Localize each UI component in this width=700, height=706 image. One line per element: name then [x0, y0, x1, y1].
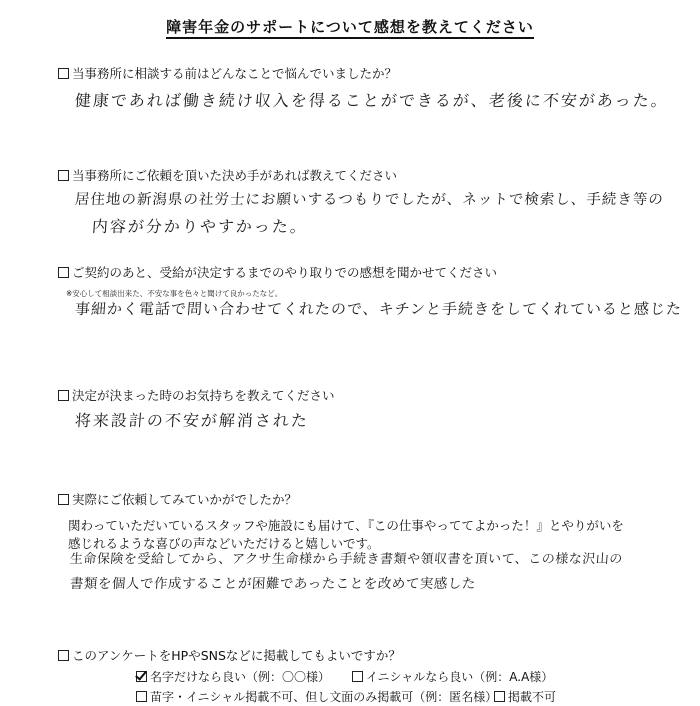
checkbox-icon[interactable] — [494, 691, 505, 702]
question-5-text: 実際にご依頼してみていかがでしたか？ — [72, 492, 298, 507]
checkbox-icon — [58, 267, 69, 278]
question-1-text: 当事務所に相談する前はどんなことで悩んでいましたか？ — [72, 66, 398, 81]
option-name-only[interactable] — [136, 668, 330, 685]
checkbox-icon — [58, 68, 69, 79]
page-title-text: 障害年金のサポートについて感想を教えてください — [166, 18, 534, 39]
option-text-only-label: 苗字・イニシャル掲載不可、但し文面のみ掲載可（例：匿名様） — [150, 690, 498, 704]
question-3-note: ※安心して相談出来た、不安な事を色々と聞けて良かったなど。 — [66, 289, 283, 298]
answer-4: 将来設計の不安が解消された — [74, 411, 310, 430]
checkbox-icon — [58, 170, 69, 181]
option-text-only[interactable] — [136, 688, 497, 705]
question-5 — [58, 490, 297, 508]
question-5-prompt-line-1: 関わっていただいているスタッフや施設にも届けて、『この仕事やっててよかった！』とやりがいを — [68, 518, 624, 533]
question-5-prompt-line-2: 感じれるような喜びの声などいただけると嬉しいです。 — [68, 536, 380, 551]
question-2-text: 当事務所にご依頼を頂いた決め手があれば教えてください — [72, 168, 398, 183]
option-no-publish[interactable] — [494, 688, 556, 705]
question-6 — [58, 646, 401, 664]
answer-1: 健康であれば働き続け収入を得ることができるが、老後に不安があった。 — [74, 91, 670, 110]
question-3 — [58, 263, 497, 281]
answer-5-line-2: 書類を個人で作成することが困難であったことを改めて実感した — [69, 576, 477, 592]
question-4-text: 決定が決まった時のお気持ちを教えてください — [72, 388, 335, 403]
answer-3: 事細かく電話で問い合わせてくれたので、キチンと手続きをしてくれていると感じた — [74, 300, 683, 318]
question-2 — [58, 166, 397, 184]
answer-5-line-1: 生命保険を受給してから、アクサ生命様から手続き書類や領収書を頂いて、この様な沢山の — [69, 552, 624, 567]
answer-2-line-2: 内容が分かりやすかった。 — [91, 217, 309, 236]
page-title — [0, 16, 700, 37]
checked-checkbox-icon[interactable] — [136, 671, 147, 682]
option-initials-label: イニシャルなら良い（例：A.A様） — [366, 670, 554, 684]
question-6-text: このアンケートをHPやSNSなどに掲載してもよいですか？ — [72, 648, 401, 663]
checkbox-icon[interactable] — [352, 671, 363, 682]
question-3-text: ご契約のあと、受給が決定するまでのやり取りでの感想を聞かせてください — [72, 265, 498, 280]
checkbox-icon — [58, 650, 69, 661]
question-1 — [58, 64, 397, 82]
checkbox-icon — [58, 494, 69, 505]
checkbox-icon[interactable] — [136, 691, 147, 702]
option-name-only-label: 名字だけなら良い（例：〇〇様） — [150, 670, 331, 684]
option-no-publish-label: 掲載不可 — [508, 690, 557, 704]
checkbox-icon — [58, 390, 69, 401]
option-initials[interactable] — [352, 668, 553, 685]
question-4 — [58, 386, 335, 404]
answer-2-line-1: 居住地の新潟県の社労士にお願いするつもりでしたが、ネットで検索し、手続き等の — [74, 192, 665, 208]
